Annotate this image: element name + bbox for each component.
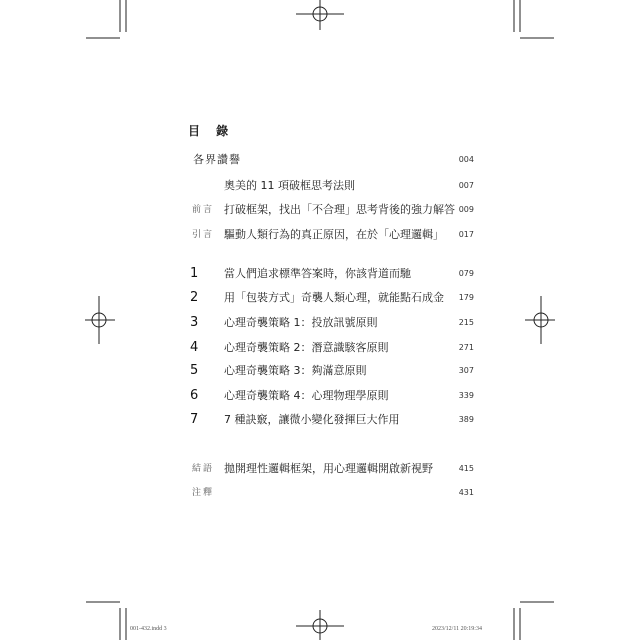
toc-entry: [0, 314, 640, 332]
entry-lead-label: 引言: [192, 230, 215, 240]
entry-title: 7 種訣竅，讓微小變化發揮巨大作用: [224, 413, 400, 426]
entry-page-number: 271: [458, 343, 474, 352]
toc-entry: [0, 460, 640, 478]
entry-title: 各界讚譽: [193, 153, 241, 166]
chapter-number: 5: [190, 363, 199, 378]
entry-page-number: 079: [458, 269, 474, 278]
entry-title: 用「包裝方式」奇襲人類心理，就能點石成金: [224, 291, 444, 304]
chapter-number: 4: [190, 340, 199, 355]
entry-title: 奧美的 11 項破框思考法則: [224, 179, 355, 192]
toc-entry: [0, 387, 640, 405]
toc-entry: [0, 289, 640, 307]
chapter-number: 1: [190, 266, 199, 281]
toc-entry: [0, 339, 640, 357]
registration-mark-bottom: [296, 610, 344, 640]
entry-title: 心理奇襲策略 2：潛意識駭客原則: [224, 341, 389, 354]
toc-entry: [0, 484, 640, 502]
slug-timestamp: 2023/12/11 20:19:34: [432, 626, 482, 632]
entry-lead-label: 前言: [192, 205, 215, 215]
entry-title: 心理奇襲策略 4：心理物理學原則: [224, 389, 389, 402]
entry-title: 當人們追求標準答案時，你該背道而馳: [224, 267, 411, 280]
entry-page-number: 389: [458, 415, 474, 424]
toc-heading: 目 錄: [188, 124, 235, 138]
toc-entry: [0, 265, 640, 283]
toc-entry: [0, 201, 640, 219]
entry-lead-label: 結語: [192, 464, 215, 474]
entry-page-number: 339: [458, 391, 474, 400]
toc-entry: [0, 226, 640, 244]
chapter-number: 2: [190, 290, 199, 305]
entry-lead-label: 注釋: [192, 488, 215, 498]
chapter-number: 6: [190, 388, 199, 403]
entry-title: 心理奇襲策略 3：夠滿意原則: [224, 364, 367, 377]
entry-page-number: 179: [458, 293, 474, 302]
toc-entry: [0, 177, 640, 195]
registration-mark-top: [296, 0, 344, 30]
entry-page-number: 004: [458, 155, 474, 164]
entry-page-number: 007: [458, 181, 474, 190]
entry-title: 打破框架，找出「不合理」思考背後的強力解答: [224, 203, 455, 216]
entry-page-number: 215: [458, 318, 474, 327]
entry-page-number: 307: [458, 366, 474, 375]
entry-page-number: 431: [458, 488, 474, 497]
toc-entry: [0, 362, 640, 380]
entry-page-number: 017: [458, 230, 474, 239]
toc-entry: [0, 151, 640, 169]
toc-entry: [0, 411, 640, 429]
chapter-number: 7: [190, 412, 199, 427]
entry-title: 心理奇襲策略 1：投放訊號原則: [224, 316, 378, 329]
chapter-number: 3: [190, 315, 199, 330]
slug-file-name: 001-432.indd 3: [130, 626, 167, 632]
entry-page-number: 009: [458, 205, 474, 214]
entry-page-number: 415: [458, 464, 474, 473]
entry-title: 驅動人類行為的真正原因，在於「心理邏輯」: [224, 228, 444, 241]
entry-title: 拋開理性邏輯框架，用心理邏輯開啟新視野: [224, 462, 433, 475]
